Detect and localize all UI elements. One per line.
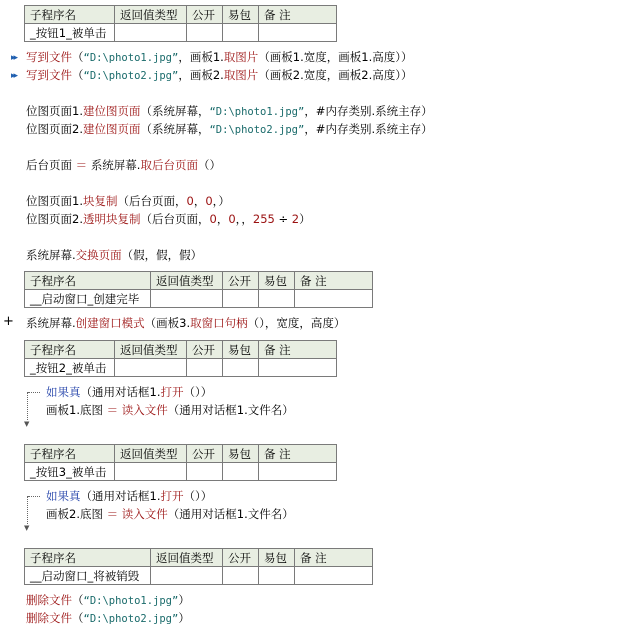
code-line[interactable]: 画板1.底图 ＝ 读入文件（通用对话框1.文件名） [46,403,294,417]
subroutine-name[interactable]: __启动窗口_将被销毁 [25,567,151,585]
code-line[interactable]: 如果真（通用对话框1.打开（）） [46,385,213,399]
expand-plus-icon[interactable]: + [3,314,14,329]
subroutine-name[interactable]: _按钮3_被单击 [25,463,115,481]
code-line[interactable]: 画板2.底图 ＝ 读入文件（通用对话框1.文件名） [46,507,294,521]
flow-tree-line [27,496,28,524]
flow-arrow-icon: ▼ [24,420,30,428]
col-header-easy-package: 易包 [223,445,259,463]
flow-tree-branch [28,496,40,497]
subroutine-name[interactable]: _按钮2_被单击 [25,359,115,377]
breakpoint-arrow-icon[interactable]: ▸▸ [11,71,17,81]
col-header-public: 公开 [187,445,223,463]
subroutine-table-3 [24,340,337,377]
flow-arrow-icon: ▼ [24,524,30,532]
col-header-return-type: 返回值类型 [151,549,223,567]
col-header-remark: 备 注 [259,445,337,463]
col-header-easy-package: 易包 [259,272,295,290]
breakpoint-arrow-icon[interactable]: ▸▸ [11,53,17,63]
col-header-public: 公开 [187,6,223,24]
col-header-name: 子程序名 [25,6,115,24]
col-header-return-type: 返回值类型 [115,6,187,24]
col-header-remark: 备 注 [295,549,373,567]
code-line[interactable]: 写到文件（“D:\photo2.jpg”，画板2.取图片（画板2.宽度，画板2.高度）） [26,68,413,82]
col-header-return-type: 返回值类型 [115,341,187,359]
col-header-public: 公开 [223,549,259,567]
code-line[interactable]: 后台页面 ＝ 系统屏幕.取后台页面（） [26,158,221,172]
code-line[interactable]: 位图页面2.建位图页面（系统屏幕，“D:\photo2.jpg”，#内存类别.系统主存） [26,122,433,136]
subroutine-name[interactable]: _按钮1_被单击 [25,24,115,42]
code-line[interactable]: 位图页面2.透明块复制（后台页面，0，0，，255 ÷ 2） [26,212,311,226]
col-header-public: 公开 [187,341,223,359]
subroutine-table-1 [24,5,337,42]
flow-tree-line [27,392,28,420]
col-header-remark: 备 注 [259,6,337,24]
code-line[interactable]: 系统屏幕.交换页面（假，假，假） [26,248,203,262]
subroutine-table-2 [24,271,373,308]
code-line[interactable]: 位图页面1.建位图页面（系统屏幕，“D:\photo1.jpg”，#内存类别.系统主存） [26,104,433,118]
flow-tree-branch [28,392,40,393]
col-header-easy-package: 易包 [223,341,259,359]
code-line[interactable]: 位图页面1.块复制（后台页面，0，0，） [26,194,230,208]
code-line[interactable]: 删除文件（“D:\photo2.jpg”） [26,611,190,625]
col-header-easy-package: 易包 [259,549,295,567]
col-header-return-type: 返回值类型 [115,445,187,463]
subroutine-table-5 [24,548,373,585]
col-header-remark: 备 注 [259,341,337,359]
col-header-name: 子程序名 [25,341,115,359]
col-header-name: 子程序名 [25,445,115,463]
col-header-remark: 备 注 [295,272,373,290]
col-header-public: 公开 [223,272,259,290]
code-line[interactable]: 删除文件（“D:\photo1.jpg”） [26,593,190,607]
col-header-name: 子程序名 [25,272,151,290]
subroutine-name[interactable]: __启动窗口_创建完毕 [25,290,151,308]
col-header-easy-package: 易包 [223,6,259,24]
col-header-return-type: 返回值类型 [151,272,223,290]
code-line[interactable]: 系统屏幕.创建窗口模式（画板3.取窗口句柄（），宽度，高度） [26,316,346,330]
code-line[interactable]: 如果真（通用对话框1.打开（）） [46,489,213,503]
col-header-name: 子程序名 [25,549,151,567]
code-line[interactable]: 写到文件（“D:\photo1.jpg”，画板1.取图片（画板1.宽度，画板1.高度）） [26,50,413,64]
subroutine-table-4 [24,444,337,481]
